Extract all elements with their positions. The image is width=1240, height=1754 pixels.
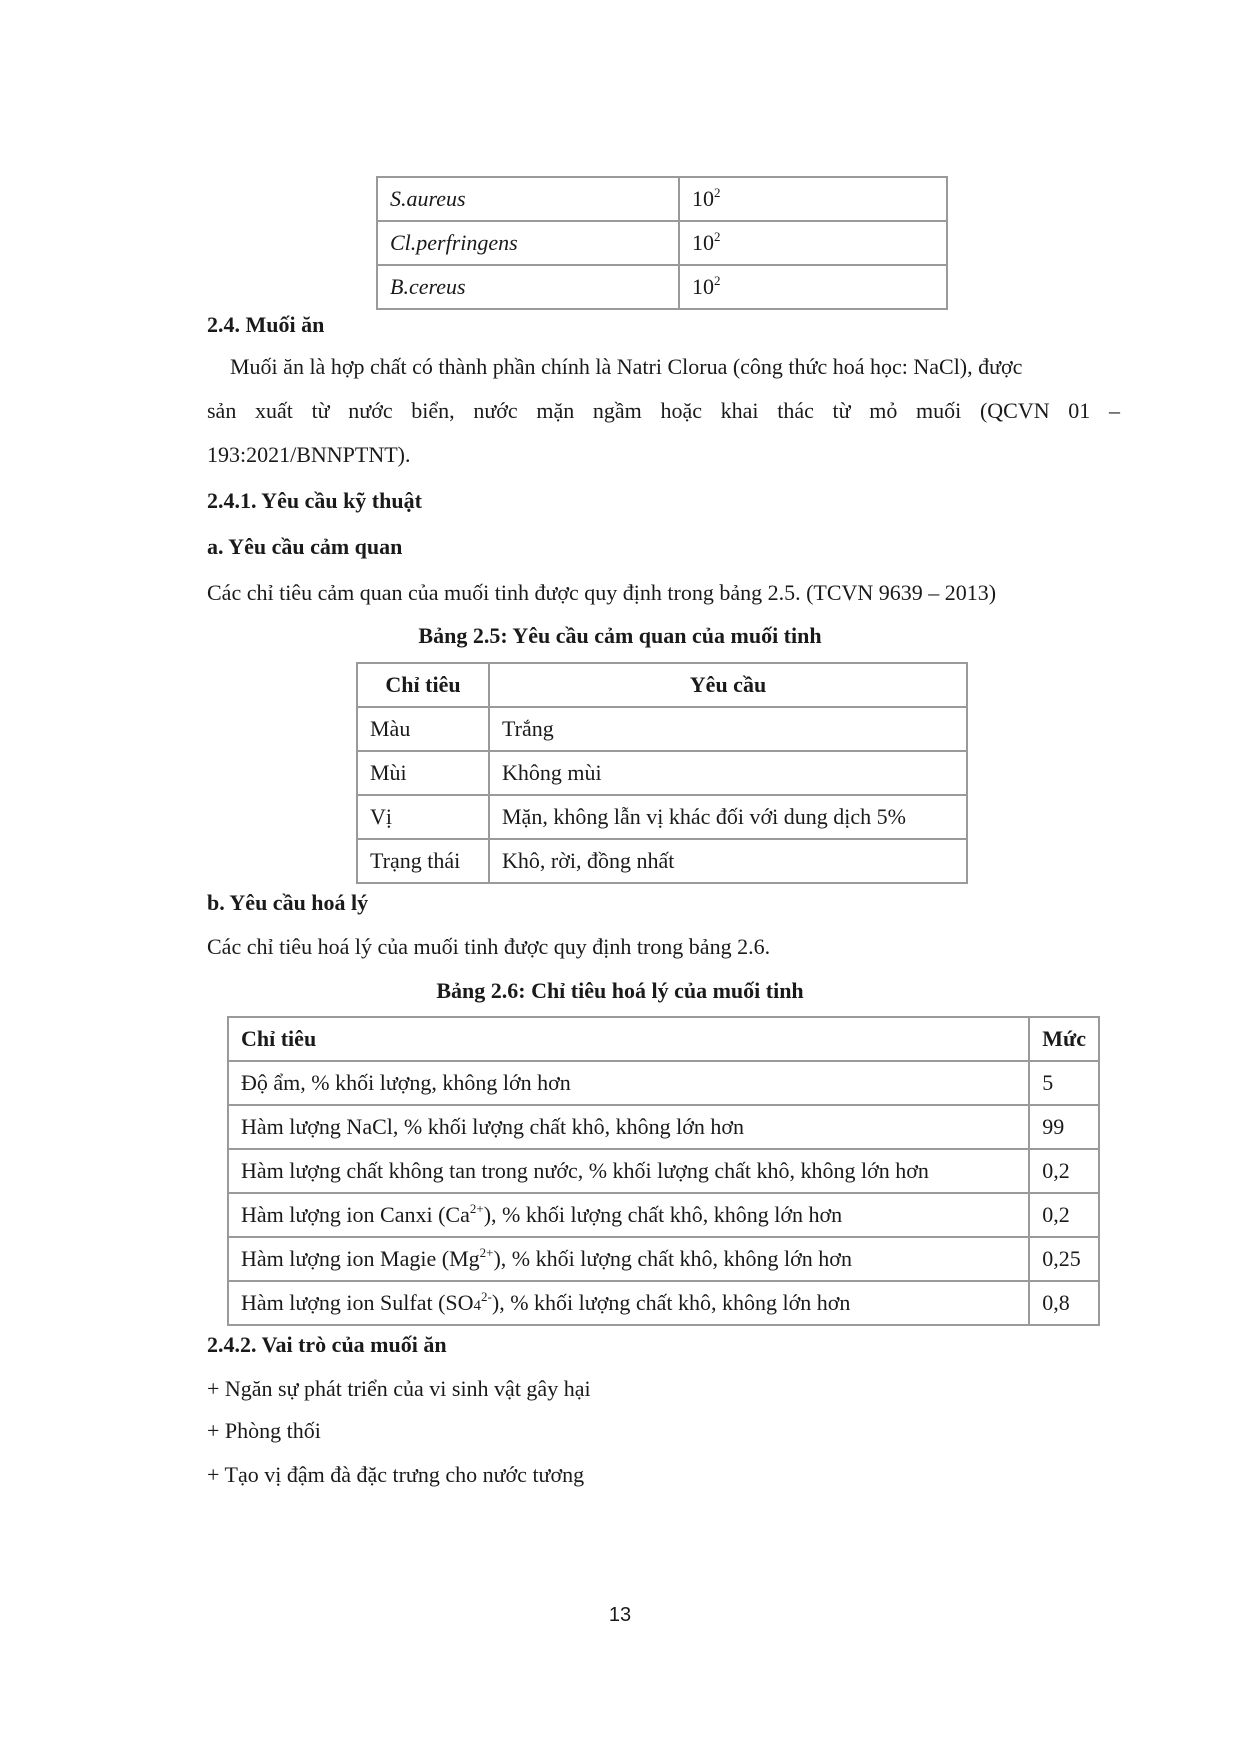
microbe-table (376, 176, 948, 310)
table-cell: 0,25 (1029, 1237, 1099, 1281)
table-row (377, 221, 947, 265)
paragraph-line: 193:2021/BNNPTNT). (207, 442, 411, 467)
table-header-row (357, 663, 967, 707)
table-caption: Bảng 2.6: Chỉ tiêu hoá lý của muối tinh (436, 978, 804, 1003)
table-cell: 99 (1029, 1105, 1099, 1149)
table-cell: Độ ẩm, % khối lượng, không lớn hơn (228, 1061, 1029, 1105)
table-row (357, 795, 967, 839)
table-cell: Màu (357, 707, 489, 751)
table-cell: Hàm lượng ion Canxi $(Ca^{2+})$, % khối lượng chất khô, không lớn hơn (228, 1193, 1029, 1237)
physicochemical-table (227, 1016, 1100, 1326)
page-number: 13 (608, 1604, 632, 1626)
table-row (377, 177, 947, 221)
microbe-limit: $10^2$ (679, 177, 947, 221)
table-row (357, 751, 967, 795)
table-row (377, 265, 947, 309)
table-row (228, 1105, 1099, 1149)
section-heading-2-4: 2.4. Muối ăn (207, 312, 325, 337)
list-item: + Tạo vị đậm đà đặc trưng cho nước tương (207, 1462, 585, 1487)
paragraph-line: Muối ăn là hợp chất có thành phần chính là Natri Clorua (công thức hoá học: NaCl), được (230, 354, 1023, 379)
table-cell: Hàm lượng NaCl, % khối lượng chất khô, không lớn hơn (228, 1105, 1029, 1149)
table-cell: Vị (357, 795, 489, 839)
microbe-limit: $10^2$ (679, 221, 947, 265)
table-cell: 0,2 (1029, 1149, 1099, 1193)
column-header: Chỉ tiêu (228, 1017, 1029, 1061)
table-row (228, 1237, 1099, 1281)
sensory-table (356, 662, 968, 884)
table-row (357, 707, 967, 751)
table-cell: Trạng thái (357, 839, 489, 883)
paragraph-line: Các chỉ tiêu cảm quan của muối tinh được quy định trong bảng 2.5. (TCVN 9639 – 2013) (207, 580, 997, 605)
table-row (228, 1193, 1099, 1237)
subheading-b: b. Yêu cầu hoá lý (207, 890, 369, 915)
table-cell: Mùi (357, 751, 489, 795)
section-heading-2-4-2: 2.4.2. Vai trò của muối ăn (207, 1332, 447, 1357)
section-heading-2-4-1: 2.4.1. Yêu cầu kỹ thuật (207, 488, 422, 513)
table-cell: 0,2 (1029, 1193, 1099, 1237)
table-cell: Khô, rời, đồng nhất (489, 839, 967, 883)
column-header: Mức (1029, 1017, 1099, 1061)
paragraph-line: Các chỉ tiêu hoá lý của muối tinh được quy định trong bảng 2.6. (207, 934, 771, 959)
microbe-name: B.cereus (377, 265, 679, 309)
column-header: Chỉ tiêu (357, 663, 489, 707)
list-item: + Ngăn sự phát triển của vi sinh vật gây hại (207, 1376, 591, 1401)
list-item: + Phòng thối (207, 1418, 321, 1443)
table-row (228, 1061, 1099, 1105)
table-row (228, 1149, 1099, 1193)
table-cell: Hàm lượng chất không tan trong nước, % khối lượng chất khô, không lớn hơn (228, 1149, 1029, 1193)
table-header-row (228, 1017, 1099, 1061)
paragraph-line: sản xuất từ nước biển, nước mặn ngầm hoặc khai thác từ mỏ muối (QCVN 01 – (207, 398, 1120, 423)
microbe-name: Cl.perfringens (377, 221, 679, 265)
table-cell: 0,8 (1029, 1281, 1099, 1325)
table-row (357, 839, 967, 883)
subheading-a: a. Yêu cầu cảm quan (207, 534, 403, 559)
table-cell: Trắng (489, 707, 967, 751)
table-cell: Không mùi (489, 751, 967, 795)
microbe-limit: $10^2$ (679, 265, 947, 309)
table-cell: Hàm lượng ion Magie $(Mg^{2+})$, % khối lượng chất khô, không lớn hơn (228, 1237, 1029, 1281)
table-cell: Hàm lượng ion Sulfat $(SO4^{2-})$, % khối lượng chất khô, không lớn hơn (228, 1281, 1029, 1325)
table-cell: Mặn, không lẫn vị khác đối với dung dịch 5% (489, 795, 967, 839)
table-caption: Bảng 2.5: Yêu cầu cảm quan của muối tinh (418, 623, 822, 648)
table-row (228, 1281, 1099, 1325)
table-cell: 5 (1029, 1061, 1099, 1105)
microbe-name: S.aureus (377, 177, 679, 221)
column-header: Yêu cầu (489, 663, 967, 707)
